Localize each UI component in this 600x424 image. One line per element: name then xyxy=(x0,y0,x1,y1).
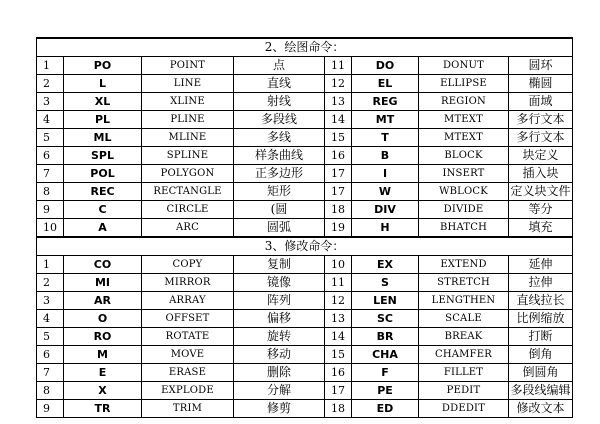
table-row xyxy=(37,201,573,219)
shortcut-cell: B xyxy=(352,147,419,165)
shortcut-cell: F xyxy=(352,364,419,382)
chinese-name-cell: 正多边形 xyxy=(234,165,325,183)
shortcut-cell: M xyxy=(64,346,142,364)
index-cell: 17 xyxy=(325,382,352,400)
command-name-cell: CIRCLE xyxy=(142,201,234,219)
table-row xyxy=(37,256,573,274)
shortcut-cell: C xyxy=(64,201,142,219)
shortcut-cell: PL xyxy=(64,111,142,129)
command-name-cell: EXTEND xyxy=(419,256,509,274)
table-row xyxy=(37,165,573,183)
chinese-name-cell: 圆弧 xyxy=(234,219,325,238)
command-name-cell: XLINE xyxy=(142,93,234,111)
shortcut-cell: REG xyxy=(352,93,419,111)
command-name-cell: FILLET xyxy=(419,364,509,382)
table-row xyxy=(37,111,573,129)
chinese-name-cell: 等分 xyxy=(509,201,573,219)
index-cell: 4 xyxy=(37,310,64,328)
shortcut-cell: EX xyxy=(352,256,419,274)
command-name-cell: PLINE xyxy=(142,111,234,129)
shortcut-cell: S xyxy=(352,274,419,292)
shortcut-cell: O xyxy=(64,310,142,328)
index-cell: 1 xyxy=(37,57,64,75)
index-cell: 7 xyxy=(37,165,64,183)
command-name-cell: POLYGON xyxy=(142,165,234,183)
chinese-name-cell: 倒圆角 xyxy=(509,364,573,382)
table-row xyxy=(37,93,573,111)
index-cell: 18 xyxy=(325,201,352,219)
index-cell: 10 xyxy=(37,219,64,238)
shortcut-cell: CO xyxy=(64,256,142,274)
table-row xyxy=(37,328,573,346)
table-row xyxy=(37,400,573,418)
shortcut-cell: BR xyxy=(352,328,419,346)
command-name-cell: MOVE xyxy=(142,346,234,364)
shortcut-cell: RO xyxy=(64,328,142,346)
index-cell: 12 xyxy=(325,292,352,310)
command-table xyxy=(36,37,573,418)
command-name-cell: OFFSET xyxy=(142,310,234,328)
chinese-name-cell: 删除 xyxy=(234,364,325,382)
table-row xyxy=(37,219,573,238)
index-cell: 6 xyxy=(37,346,64,364)
table-row xyxy=(37,147,573,165)
command-name-cell: BHATCH xyxy=(419,219,509,238)
chinese-name-cell: 修剪 xyxy=(234,400,325,418)
chinese-name-cell: 多行文本 xyxy=(509,129,573,147)
command-name-cell: MLINE xyxy=(142,129,234,147)
command-name-cell: EXPLODE xyxy=(142,382,234,400)
command-name-cell: POINT xyxy=(142,57,234,75)
index-cell: 10 xyxy=(325,256,352,274)
shortcut-cell: LEN xyxy=(352,292,419,310)
chinese-name-cell: 射线 xyxy=(234,93,325,111)
index-cell: 9 xyxy=(37,400,64,418)
shortcut-cell: XL xyxy=(64,93,142,111)
section-title: 2、绘图命令： xyxy=(37,38,573,57)
shortcut-cell: MT xyxy=(352,111,419,129)
command-name-cell: TRIM xyxy=(142,400,234,418)
index-cell: 12 xyxy=(325,75,352,93)
chinese-name-cell: 多行文本 xyxy=(509,111,573,129)
chinese-name-cell: (圆 xyxy=(234,201,325,219)
shortcut-cell: X xyxy=(64,382,142,400)
command-name-cell: LENGTHEN xyxy=(419,292,509,310)
chinese-name-cell: 修改文本 xyxy=(509,400,573,418)
shortcut-cell: PO xyxy=(64,57,142,75)
shortcut-cell: MI xyxy=(64,274,142,292)
shortcut-cell: PE xyxy=(352,382,419,400)
command-name-cell: RECTANGLE xyxy=(142,183,234,201)
chinese-name-cell: 样条曲线 xyxy=(234,147,325,165)
table-row xyxy=(37,292,573,310)
command-name-cell: INSERT xyxy=(419,165,509,183)
shortcut-cell: POL xyxy=(64,165,142,183)
table-row xyxy=(37,310,573,328)
command-name-cell: MIRROR xyxy=(142,274,234,292)
chinese-name-cell: 倒角 xyxy=(509,346,573,364)
chinese-name-cell: 矩形 xyxy=(234,183,325,201)
index-cell: 5 xyxy=(37,129,64,147)
command-name-cell: SCALE xyxy=(419,310,509,328)
chinese-name-cell: 复制 xyxy=(234,256,325,274)
shortcut-cell: REC xyxy=(64,183,142,201)
shortcut-cell: H xyxy=(352,219,419,238)
chinese-name-cell: 阵列 xyxy=(234,292,325,310)
chinese-name-cell: 多线 xyxy=(234,129,325,147)
shortcut-cell: DO xyxy=(352,57,419,75)
index-cell: 11 xyxy=(325,274,352,292)
chinese-name-cell: 直线拉长 xyxy=(509,292,573,310)
index-cell: 4 xyxy=(37,111,64,129)
index-cell: 7 xyxy=(37,364,64,382)
section-header xyxy=(37,38,573,57)
shortcut-cell: SPL xyxy=(64,147,142,165)
table-row xyxy=(37,183,573,201)
index-cell: 19 xyxy=(325,219,352,238)
chinese-name-cell: 直线 xyxy=(234,75,325,93)
index-cell: 3 xyxy=(37,93,64,111)
chinese-name-cell: 点 xyxy=(234,57,325,75)
chinese-name-cell: 偏移 xyxy=(234,310,325,328)
command-name-cell: DIVIDE xyxy=(419,201,509,219)
index-cell: 3 xyxy=(37,292,64,310)
index-cell: 1 xyxy=(37,256,64,274)
section-title: 3、修改命令： xyxy=(37,237,573,256)
table-row xyxy=(37,129,573,147)
shortcut-cell: L xyxy=(64,75,142,93)
index-cell: 14 xyxy=(325,328,352,346)
table-row xyxy=(37,75,573,93)
shortcut-cell: ML xyxy=(64,129,142,147)
chinese-name-cell: 圆环 xyxy=(509,57,573,75)
table-row xyxy=(37,364,573,382)
chinese-name-cell: 延伸 xyxy=(509,256,573,274)
chinese-name-cell: 比例缩放 xyxy=(509,310,573,328)
command-name-cell: LINE xyxy=(142,75,234,93)
command-name-cell: REGION xyxy=(419,93,509,111)
index-cell: 18 xyxy=(325,400,352,418)
command-name-cell: MTEXT xyxy=(419,129,509,147)
table-row xyxy=(37,346,573,364)
command-name-cell: COPY xyxy=(142,256,234,274)
shortcut-cell: TR xyxy=(64,400,142,418)
chinese-name-cell: 定义块文件 xyxy=(509,183,573,201)
command-name-cell: DDEDIT xyxy=(419,400,509,418)
index-cell: 16 xyxy=(325,147,352,165)
index-cell: 8 xyxy=(37,382,64,400)
chinese-name-cell: 插入块 xyxy=(509,165,573,183)
command-name-cell: BLOCK xyxy=(419,147,509,165)
chinese-name-cell: 椭圆 xyxy=(509,75,573,93)
chinese-name-cell: 块定义 xyxy=(509,147,573,165)
command-name-cell: DONUT xyxy=(419,57,509,75)
command-name-cell: CHAMFER xyxy=(419,346,509,364)
command-name-cell: WBLOCK xyxy=(419,183,509,201)
command-name-cell: MTEXT xyxy=(419,111,509,129)
shortcut-cell: DIV xyxy=(352,201,419,219)
table-row xyxy=(37,57,573,75)
index-cell: 13 xyxy=(325,93,352,111)
index-cell: 8 xyxy=(37,183,64,201)
table-row xyxy=(37,382,573,400)
shortcut-cell: EL xyxy=(352,75,419,93)
index-cell: 15 xyxy=(325,346,352,364)
shortcut-cell: AR xyxy=(64,292,142,310)
index-cell: 2 xyxy=(37,75,64,93)
section-header xyxy=(37,237,573,256)
index-cell: 17 xyxy=(325,165,352,183)
index-cell: 13 xyxy=(325,310,352,328)
index-cell: 16 xyxy=(325,364,352,382)
index-cell: 14 xyxy=(325,111,352,129)
chinese-name-cell: 旋转 xyxy=(234,328,325,346)
shortcut-cell: A xyxy=(64,219,142,238)
table-row xyxy=(37,274,573,292)
chinese-name-cell: 多段线编辑 xyxy=(509,382,573,400)
command-name-cell: SPLINE xyxy=(142,147,234,165)
shortcut-cell: ED xyxy=(352,400,419,418)
command-name-cell: PEDIT xyxy=(419,382,509,400)
command-name-cell: BREAK xyxy=(419,328,509,346)
shortcut-cell: I xyxy=(352,165,419,183)
shortcut-cell: W xyxy=(352,183,419,201)
shortcut-cell: CHA xyxy=(352,346,419,364)
shortcut-cell: SC xyxy=(352,310,419,328)
command-name-cell: ROTATE xyxy=(142,328,234,346)
index-cell: 5 xyxy=(37,328,64,346)
shortcut-cell: E xyxy=(64,364,142,382)
command-name-cell: ARRAY xyxy=(142,292,234,310)
chinese-name-cell: 填充 xyxy=(509,219,573,238)
command-name-cell: ERASE xyxy=(142,364,234,382)
command-name-cell: ELLIPSE xyxy=(419,75,509,93)
index-cell: 9 xyxy=(37,201,64,219)
chinese-name-cell: 拉伸 xyxy=(509,274,573,292)
index-cell: 17 xyxy=(325,183,352,201)
chinese-name-cell: 镜像 xyxy=(234,274,325,292)
shortcut-cell: T xyxy=(352,129,419,147)
index-cell: 6 xyxy=(37,147,64,165)
index-cell: 2 xyxy=(37,274,64,292)
command-name-cell: ARC xyxy=(142,219,234,238)
command-name-cell: STRETCH xyxy=(419,274,509,292)
chinese-name-cell: 多段线 xyxy=(234,111,325,129)
index-cell: 11 xyxy=(325,57,352,75)
chinese-name-cell: 面域 xyxy=(509,93,573,111)
chinese-name-cell: 分解 xyxy=(234,382,325,400)
chinese-name-cell: 移动 xyxy=(234,346,325,364)
index-cell: 15 xyxy=(325,129,352,147)
chinese-name-cell: 打断 xyxy=(509,328,573,346)
